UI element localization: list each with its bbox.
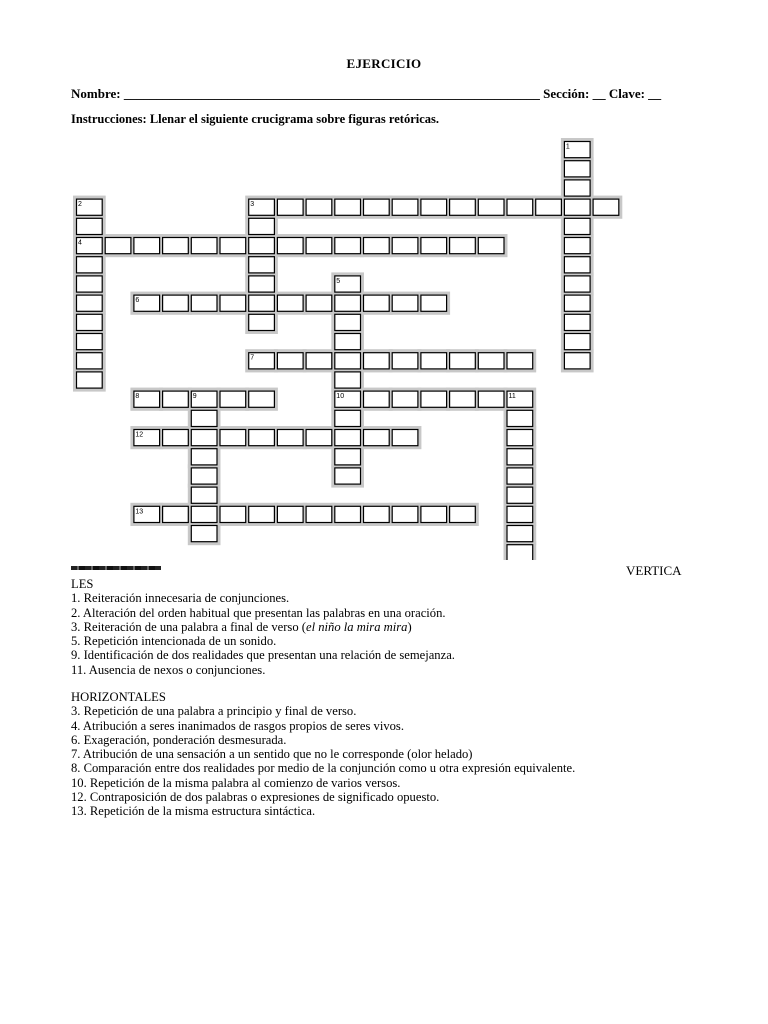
crossword-cell[interactable] xyxy=(507,506,533,522)
crossword-cell[interactable] xyxy=(421,391,447,407)
crossword-clue-number: 10 xyxy=(336,393,345,401)
crossword-cell[interactable] xyxy=(335,238,361,254)
crossword-cell[interactable] xyxy=(564,276,590,292)
crossword-cell[interactable] xyxy=(77,218,103,234)
crossword-cell[interactable] xyxy=(191,449,217,465)
crossword-cell[interactable] xyxy=(564,314,590,330)
crossword-cell[interactable] xyxy=(306,506,332,522)
crossword-cell[interactable] xyxy=(364,430,390,446)
crossword-cell[interactable] xyxy=(564,238,590,254)
crossword-clue-number: 6 xyxy=(135,297,140,305)
crossword-cell[interactable] xyxy=(163,391,189,407)
clue-vertical-3-prefix: 3. Reiteración de una palabra a final de verso ( xyxy=(71,619,306,634)
crossword-cell[interactable] xyxy=(564,161,590,177)
crossword-cell[interactable] xyxy=(364,295,390,311)
horizontales-clues xyxy=(71,690,575,819)
crossword-cell[interactable] xyxy=(249,238,275,254)
crossword-cell[interactable] xyxy=(364,353,390,369)
crossword-cell[interactable] xyxy=(507,487,533,503)
crossword-cell[interactable] xyxy=(536,199,562,215)
crossword-cell[interactable] xyxy=(191,487,217,503)
crossword-cell[interactable] xyxy=(77,314,103,330)
clue-vertical-5: 5. Repetición intencionada de un sonido. xyxy=(71,634,277,649)
crossword-cell[interactable] xyxy=(306,353,332,369)
crossword-clue-number: 5 xyxy=(336,277,341,285)
crossword-cell[interactable] xyxy=(392,295,418,311)
crossword-cell[interactable] xyxy=(249,295,275,311)
crossword-cell[interactable] xyxy=(249,391,275,407)
crossword-cell[interactable] xyxy=(249,276,275,292)
clue-vertical-11: 11. Ausencia de nexos o conjunciones. xyxy=(71,662,266,677)
crossword-cell[interactable] xyxy=(191,295,217,311)
crossword-cell[interactable] xyxy=(392,506,418,522)
crossword-clue-number: 12 xyxy=(135,431,144,439)
crossword-cell[interactable] xyxy=(306,430,332,446)
crossword-cell[interactable] xyxy=(421,353,447,369)
crossword-cell[interactable] xyxy=(163,238,189,254)
crossword-cell[interactable] xyxy=(134,238,160,254)
crossword-cell[interactable] xyxy=(507,353,533,369)
crossword-cell[interactable] xyxy=(564,218,590,234)
crossword-cell[interactable] xyxy=(191,468,217,484)
crossword-cell[interactable] xyxy=(335,372,361,388)
crossword-cell[interactable] xyxy=(220,391,246,407)
clue-vertical-2: 2. Alteración del orden habitual que presentan las palabras en una oración. xyxy=(71,605,446,620)
crossword-cell[interactable] xyxy=(564,353,590,369)
nombre-blank[interactable]: ________________________________________________________________ xyxy=(123,86,540,101)
crossword-cell[interactable] xyxy=(392,238,418,254)
crossword-cell[interactable] xyxy=(564,257,590,273)
crossword-cell[interactable] xyxy=(306,199,332,215)
crossword-cell[interactable] xyxy=(564,295,590,311)
clue-horizontal-4: 4. Atribución a seres inanimados de rasgos propios de seres vivos. xyxy=(71,718,404,733)
crossword-cell[interactable] xyxy=(450,238,476,254)
seccion-label: Sección: xyxy=(543,86,590,101)
crossword-cell[interactable] xyxy=(392,391,418,407)
crossword-cell[interactable] xyxy=(507,430,533,446)
clue-vertical-3-example: el niño la mira mira xyxy=(305,619,408,634)
crossword-clue-number: 8 xyxy=(135,393,140,401)
crossword-cell[interactable] xyxy=(478,238,504,254)
seccion-blank[interactable]: __ xyxy=(592,86,606,101)
clue-horizontal-7: 7. Atribución de una sensación a un sentido que no le corresponde (olor helado) xyxy=(71,747,473,762)
crossword-cell[interactable] xyxy=(564,199,590,215)
instructions: Instrucciones: Llenar el siguiente crucigrama sobre figuras retóricas. xyxy=(71,112,439,126)
crossword-cell[interactable] xyxy=(77,353,103,369)
crossword-cell[interactable] xyxy=(392,353,418,369)
crossword-cell[interactable] xyxy=(507,199,533,215)
crossword-cell[interactable] xyxy=(421,238,447,254)
crossword-cell[interactable] xyxy=(450,353,476,369)
clue-horizontal-3: 3. Repetición de una palabra a principio y final de verso. xyxy=(71,704,357,719)
crossword-cell[interactable] xyxy=(478,391,504,407)
crossword-cell[interactable] xyxy=(220,238,246,254)
clue-horizontal-12: 12. Contraposición de dos palabras o expresiones de significado opuesto. xyxy=(71,790,440,805)
crossword-cell[interactable] xyxy=(306,238,332,254)
crossword-cell[interactable] xyxy=(105,238,131,254)
crossword-cell[interactable] xyxy=(335,449,361,465)
crossword-cell[interactable] xyxy=(392,199,418,215)
crossword-cell[interactable] xyxy=(191,238,217,254)
clue-vertical-3 xyxy=(71,620,455,634)
crossword-cell[interactable] xyxy=(421,506,447,522)
clue-horizontal-8: 8. Comparación entre dos realidades por medio de la conjunción como u otra expresión equivalente. xyxy=(71,761,576,776)
crossword-cell[interactable] xyxy=(392,430,418,446)
crossword-cell[interactable] xyxy=(507,468,533,484)
crossword-cell[interactable] xyxy=(450,391,476,407)
clue-horizontal-13: 13. Repetición de la misma estructura sintáctica. xyxy=(71,804,316,819)
crossword-cell[interactable] xyxy=(277,506,303,522)
crossword-cell[interactable] xyxy=(306,295,332,311)
crossword-cell[interactable] xyxy=(277,199,303,215)
crossword-cell[interactable] xyxy=(364,391,390,407)
crossword-cell[interactable] xyxy=(335,468,361,484)
crossword-cell[interactable] xyxy=(564,334,590,350)
crossword-cell[interactable] xyxy=(249,257,275,273)
crossword-cell[interactable] xyxy=(249,218,275,234)
crossword-cell[interactable] xyxy=(507,449,533,465)
crossword-cell[interactable] xyxy=(507,410,533,426)
crossword-cell[interactable] xyxy=(191,506,217,522)
clave-blank[interactable]: __ xyxy=(648,86,662,101)
crossword-cell[interactable] xyxy=(191,430,217,446)
crossword-clue-number: 11 xyxy=(508,393,516,401)
crossword-clue-number: 3 xyxy=(250,201,255,209)
crossword-cell[interactable] xyxy=(77,372,103,388)
clue-vertical-1: 1. Reiteración innecesaria de conjunciones. xyxy=(71,591,290,606)
crossword-cell[interactable] xyxy=(335,430,361,446)
crossword-cell[interactable] xyxy=(77,276,103,292)
verticales-clues xyxy=(71,577,455,677)
crossword-cell[interactable] xyxy=(421,199,447,215)
crossword-cell[interactable] xyxy=(335,295,361,311)
clave-label: Clave: xyxy=(608,86,645,101)
crossword-cell[interactable] xyxy=(220,506,246,522)
crossword-cell[interactable] xyxy=(277,353,303,369)
crossword-cell[interactable] xyxy=(364,199,390,215)
clue-horizontal-10: 10. Repetición de la misma palabra al comienzo de varios versos. xyxy=(71,775,401,790)
crossword-cell[interactable] xyxy=(507,526,533,542)
crossword-cell[interactable] xyxy=(593,199,619,215)
crossword-cell[interactable] xyxy=(191,410,217,426)
verticales-heading-part2: LES xyxy=(71,577,94,591)
crossword-cell[interactable] xyxy=(507,545,533,560)
crossword-clue-number: 2 xyxy=(78,201,82,209)
crossword-cell[interactable] xyxy=(220,295,246,311)
crossword-cell[interactable] xyxy=(564,180,590,196)
crossword-cell[interactable] xyxy=(364,506,390,522)
crossword-cell[interactable] xyxy=(277,430,303,446)
crossword-clue-number: 1 xyxy=(565,143,570,151)
crossword-clue-number: 9 xyxy=(192,393,197,401)
crossword-cell[interactable] xyxy=(277,295,303,311)
nombre-label: Nombre: xyxy=(71,86,121,101)
crossword-cell[interactable] xyxy=(335,353,361,369)
crossword-cell[interactable] xyxy=(163,506,189,522)
crossword-cell[interactable] xyxy=(478,199,504,215)
crossword-cell[interactable] xyxy=(191,526,217,542)
verticales-heading-part1: VERTICA xyxy=(626,563,682,578)
crossword-cell[interactable] xyxy=(450,506,476,522)
publisher-logo xyxy=(71,566,161,570)
clue-horizontal-6: 6. Exageración, ponderación desmesurada. xyxy=(71,732,287,747)
crossword-cell[interactable] xyxy=(335,199,361,215)
crossword-cell[interactable] xyxy=(335,334,361,350)
crossword-cell[interactable] xyxy=(249,506,275,522)
crossword-cell[interactable] xyxy=(249,430,275,446)
crossword-cell[interactable] xyxy=(450,199,476,215)
crossword-clue-number: 7 xyxy=(250,354,255,362)
crossword-cell[interactable] xyxy=(249,314,275,330)
crossword-cell[interactable] xyxy=(77,334,103,350)
crossword-cell[interactable] xyxy=(77,257,103,273)
crossword-cell[interactable] xyxy=(163,430,189,446)
crossword-cell[interactable] xyxy=(335,410,361,426)
crossword-cell[interactable] xyxy=(220,430,246,446)
crossword-cell[interactable] xyxy=(277,238,303,254)
horizontales-heading: HORIZONTALES xyxy=(71,690,166,704)
crossword-clue-number: 13 xyxy=(135,508,144,516)
crossword-clue-number: 4 xyxy=(78,239,82,247)
crossword-cell[interactable] xyxy=(335,506,361,522)
crossword-cell[interactable] xyxy=(364,238,390,254)
crossword-cell[interactable] xyxy=(77,295,103,311)
crossword-cell[interactable] xyxy=(421,295,447,311)
clue-vertical-9: 9. Identificación de dos realidades que presentan una relación de semejanza. xyxy=(71,648,455,663)
page-title: EJERCICIO xyxy=(346,56,422,71)
crossword-cell[interactable] xyxy=(335,314,361,330)
crossword-cell[interactable] xyxy=(163,295,189,311)
clue-vertical-3-suffix: ) xyxy=(407,619,412,634)
crossword-cell[interactable] xyxy=(478,353,504,369)
